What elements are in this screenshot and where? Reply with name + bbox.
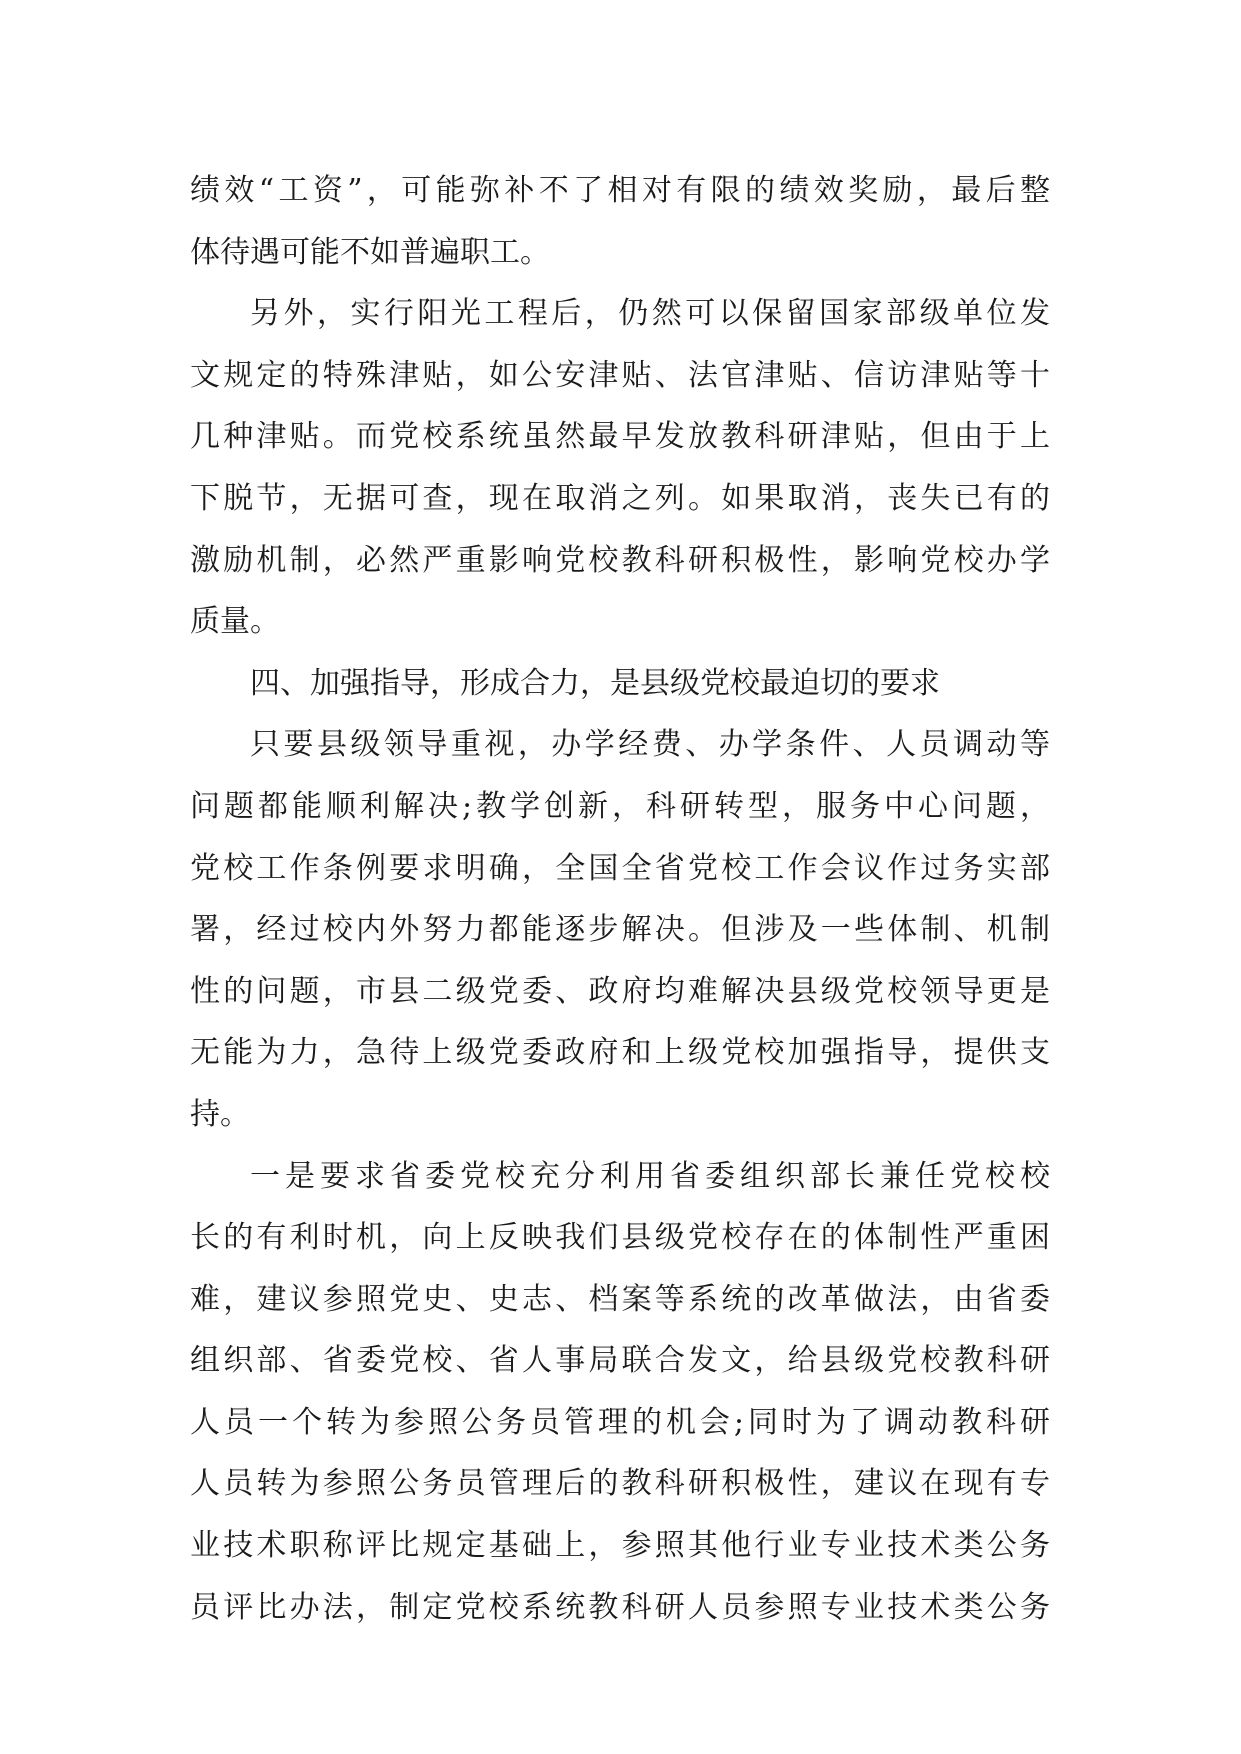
text-line: 绩效“工资”，可能弥补不了相对有限的绩效奖励，最后整 (190, 173, 1050, 208)
text-line: 体待遇可能不如普遍职工。 (190, 234, 550, 270)
text-line: 只要县级领导重视，办学经费、办学条件、人员调动等 (250, 727, 1050, 763)
text-line: 质量。 (190, 604, 280, 640)
text-line: 问题都能顺利解决;教学创新，科研转型，服务中心问题， (190, 788, 1050, 824)
text-line: 党校工作条例要求明确，全国全省党校工作会议作过务实部 (190, 850, 1050, 886)
text-line: 文规定的特殊津贴，如公安津贴、法官津贴、信访津贴等十 (190, 357, 1050, 393)
text-line: 人员一个转为参照公务员管理的机会;同时为了调动教科研 (190, 1404, 1050, 1440)
text-line: 持。 (190, 1096, 250, 1132)
text-line: 组织部、省委党校、省人事局联合发文，给县级党校教科研 (190, 1343, 1050, 1379)
text-line: 难，建议参照党史、史志、档案等系统的改革做法，由省委 (190, 1281, 1050, 1317)
text-line: 激励机制，必然严重影响党校教科研积极性，影响党校办学 (190, 542, 1050, 578)
text-line: 性的问题，市县二级党委、政府均难解决县级党校领导更是 (190, 973, 1050, 1009)
text-line: 业技术职称评比规定基础上，参照其他行业专业技术类公务 (190, 1528, 1050, 1564)
document-page (190, 160, 1050, 1640)
text-line: 无能为力，急待上级党委政府和上级党校加强指导，提供支 (190, 1035, 1050, 1071)
text-line: 下脱节，无据可查，现在取消之列。如果取消，丧失已有的 (190, 480, 1050, 516)
text-line: 几种津贴。而党校系统虽然最早发放教科研津贴，但由于上 (190, 419, 1050, 455)
text-line: 一是要求省委党校充分利用省委组织部长兼任党校校 (250, 1158, 1050, 1194)
text-line: 长的有利时机，向上反映我们县级党校存在的体制性严重困 (190, 1220, 1050, 1256)
text-line: 署，经过校内外努力都能逐步解决。但涉及一些体制、机制 (190, 912, 1050, 948)
text-line: 员评比办法，制定党校系统教科研人员参照专业技术类公务 (190, 1589, 1050, 1625)
text-line: 人员转为参照公务员管理后的教科研积极性，建议在现有专 (190, 1466, 1050, 1502)
text-line: 另外，实行阳光工程后，仍然可以保留国家部级单位发 (250, 296, 1050, 332)
section-heading: 四、加强指导，形成合力，是县级党校最迫切的要求 (250, 665, 940, 701)
